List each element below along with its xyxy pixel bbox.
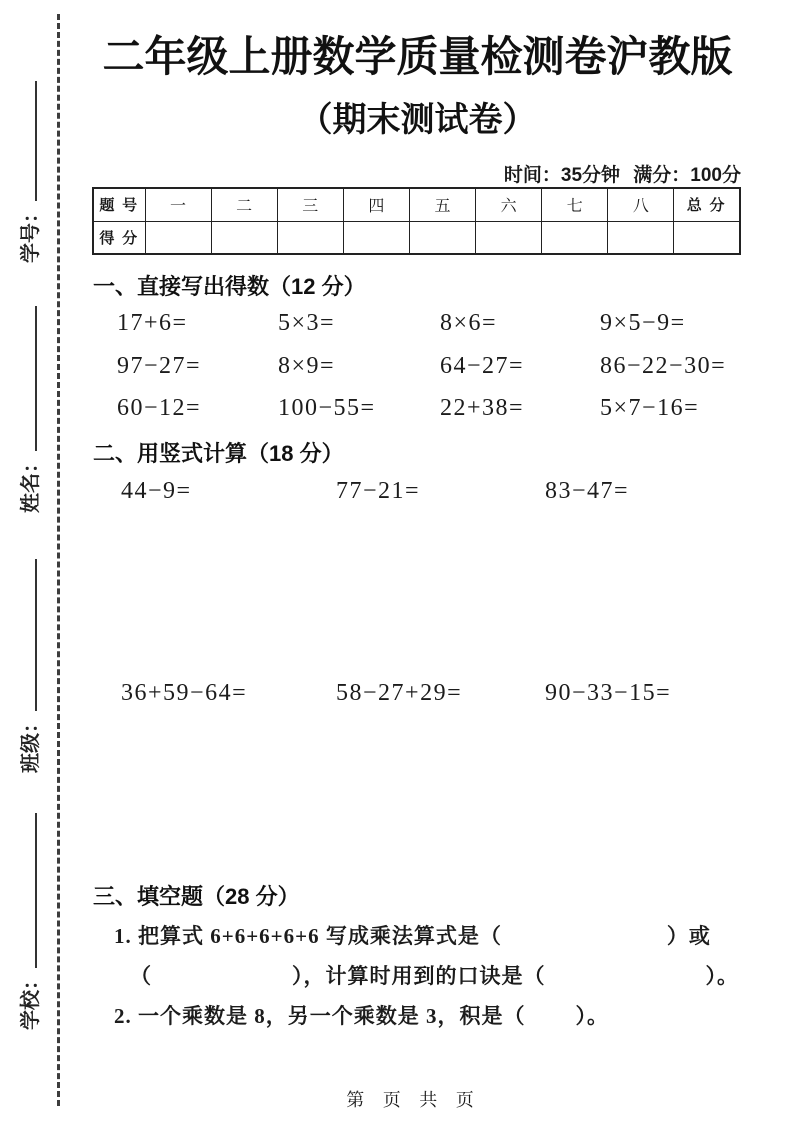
score-cell-7 [542,221,608,254]
section1-row-2 [117,353,747,383]
page-footer: 第 页 共 页 [346,1090,474,1110]
student-school-blank-line [23,813,37,968]
math-problem: 58−27+29= [336,680,463,706]
student-name-blank-line [23,306,37,451]
section1-row-3 [117,395,747,425]
section1-row-1 [117,310,747,340]
math-problem: 5×7−16= [600,395,700,421]
score-cell-2 [211,221,277,254]
column-header-1: 一 [145,188,211,221]
score-table [92,187,741,255]
score-cell-3 [277,221,343,254]
score-label-cell: 得 分 [93,221,145,254]
student-class-field [18,559,44,773]
section1-heading: 一、直接写出得数（12 分） [93,274,366,299]
question-2-line [114,1000,609,1030]
section2-row-2 [121,680,751,710]
math-problem: 5×3= [278,310,336,336]
column-header-total: 总 分 [674,188,740,221]
math-problem: 83−47= [545,478,630,504]
left-margin-dashed-divider [57,14,60,1106]
math-problem: 22+38= [440,395,525,421]
math-problem: 86−22−30= [600,353,727,379]
column-header-4: 四 [343,188,409,221]
math-problem: 100−55= [278,395,376,421]
section3-heading: 三、填空题（28 分） [93,884,300,909]
student-id-label: 学号： [20,203,42,263]
student-id-field [18,81,44,263]
math-problem: 60−12= [117,395,202,421]
score-cell-8 [608,221,674,254]
math-problem: 8×6= [440,310,498,336]
math-problem: 77−21= [336,478,421,504]
question-2-text: 2. 一个乘数是 8，另一个乘数是 3，积是（ [114,1004,526,1028]
student-id-blank-line [23,81,37,201]
math-problem: 90−33−15= [545,680,672,706]
question-2-text: ）。 [575,1004,609,1028]
score-cell-5 [409,221,475,254]
question-1-text: ）。 [705,964,739,988]
student-name-label: 姓名： [20,453,42,513]
time-fullscore-info: 时间：35分钟 满分：100分 [503,165,741,186]
math-problem: 9×5−9= [600,310,686,336]
score-cell-1 [145,221,211,254]
column-header-7: 七 [542,188,608,221]
score-cell-total [674,221,740,254]
paper-subtitle: （期末测试卷） [298,101,537,139]
score-cell-6 [476,221,542,254]
student-class-label: 班级： [20,713,42,773]
math-problem: 36+59−64= [121,680,248,706]
column-header-6: 六 [476,188,542,221]
math-problem: 8×9= [278,353,336,379]
question-1-text: ），计算时用到的口诀是（ [292,964,546,988]
paper-title: 二年级上册数学质量检测卷沪教版 [102,33,733,80]
column-header-5: 五 [409,188,475,221]
question-1-text: （ [130,964,152,988]
student-class-blank-line [23,559,37,711]
question-1-line-1 [114,920,711,950]
question-1-text: ）或 [666,924,711,948]
column-header-3: 三 [277,188,343,221]
math-problem: 97−27= [117,353,202,379]
section2-heading: 二、用竖式计算（18 分） [93,441,344,466]
column-header-8: 八 [608,188,674,221]
question-number-label-cell: 题 号 [93,188,145,221]
question-1-text: 1. 把算式 6+6+6+6+6 写成乘法算式是（ [114,924,502,948]
score-table-score-row [93,221,740,254]
student-name-field [18,306,44,513]
score-table-header-row [93,188,740,221]
math-problem: 64−27= [440,353,525,379]
student-school-field [18,813,44,1030]
math-problem: 17+6= [117,310,188,336]
score-cell-4 [343,221,409,254]
section2-row-1 [121,478,751,508]
column-header-2: 二 [211,188,277,221]
math-problem: 44−9= [121,478,192,504]
student-school-label: 学校： [20,970,42,1030]
question-1-line-2 [130,960,739,990]
